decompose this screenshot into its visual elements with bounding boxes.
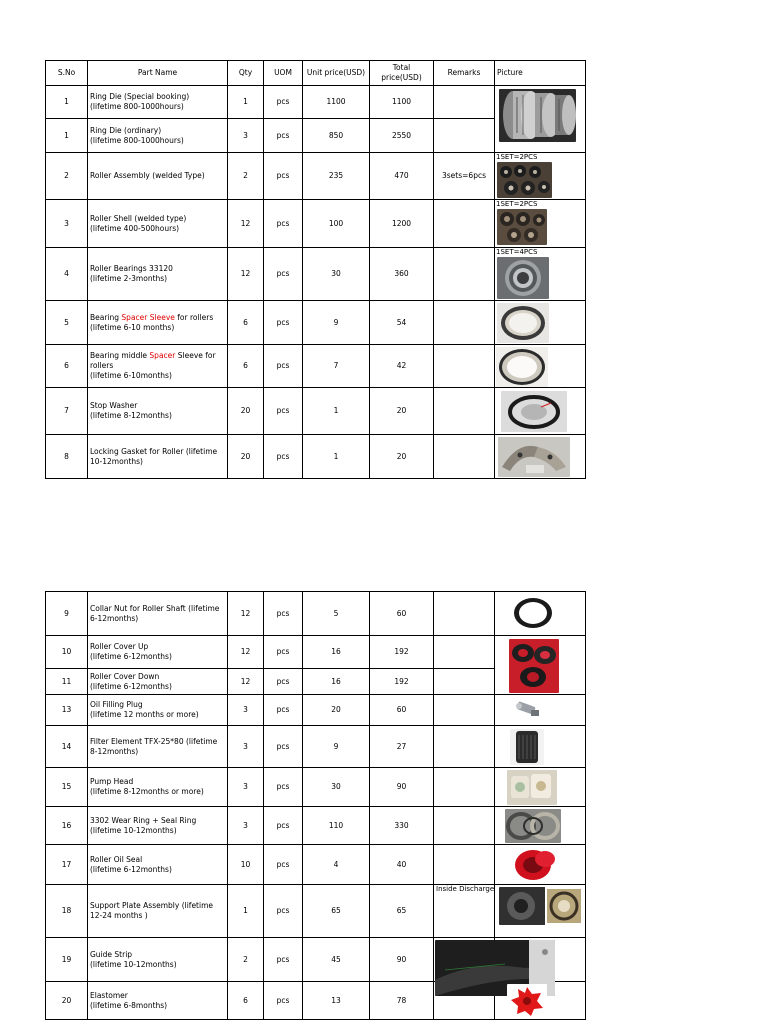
ring-die-photo: [499, 89, 576, 142]
cell-part-name: [88, 885, 228, 938]
cell-total-price: 20: [370, 388, 434, 435]
cell-total-price: 90: [370, 938, 434, 982]
cell-unit-price: 110: [303, 807, 370, 845]
cell-sno: 7: [46, 388, 88, 435]
locking-gasket-photo: [498, 437, 570, 477]
cell-unit-price: 13: [303, 982, 370, 1020]
cell-qty: 3: [228, 119, 264, 153]
cell-part-name: [88, 86, 228, 119]
cell-picture: [495, 982, 586, 1020]
cell-qty: 20: [228, 435, 264, 479]
cell-qty: 3: [228, 768, 264, 807]
cell-uom: pcs: [264, 726, 303, 768]
header-sno: S.No: [46, 61, 88, 86]
cell-unit-price: 16: [303, 636, 370, 669]
stop-washer-photo: [501, 391, 567, 432]
oil-seal-photo: [511, 847, 559, 883]
cell-total-price: 1200: [370, 200, 434, 248]
part-name-line1: Roller Cover Up: [90, 642, 149, 651]
cell-part-name: Roller Assembly (welded Type): [88, 153, 228, 200]
table-row: [46, 435, 586, 479]
parts-table-1: [45, 60, 586, 479]
cell-unit-price: 7: [303, 345, 370, 388]
spacer-sleeve-photo: [497, 303, 549, 343]
cell-part-name: [88, 938, 228, 982]
part-name-line1: Elastomer: [90, 990, 128, 1000]
cell-remarks: [434, 388, 495, 435]
cell-picture: [495, 200, 586, 248]
cell-sno: 15: [46, 768, 88, 807]
roller-shell-photo: [497, 209, 547, 245]
part-name-highlight: Spacer: [149, 351, 176, 360]
cell-sno: 2: [46, 153, 88, 200]
cell-qty: 1: [228, 86, 264, 119]
cell-picture: [495, 636, 586, 695]
part-name-line1: Roller Cover Down: [90, 671, 160, 681]
cell-picture: [495, 435, 586, 479]
part-name-line1: Locking Gasket for Roller (lifetime: [90, 446, 218, 456]
table-row: [46, 982, 586, 1020]
picture-note: 1SET=2PCS: [496, 153, 538, 161]
part-name-line2: (lifetime 10-12months): [90, 959, 177, 969]
cell-unit-price: 100: [303, 200, 370, 248]
part-name-line2: 6-12months): [90, 613, 139, 623]
cell-unit-price: 45: [303, 938, 370, 982]
part-name-pre: Bearing middle: [90, 351, 150, 360]
cell-picture: [495, 345, 586, 388]
part-name-line1: Filter Element TFX-25*80 (lifetime: [90, 736, 218, 746]
cell-qty: 6: [228, 301, 264, 345]
cell-part-name: [88, 845, 228, 885]
roller-cover-photo: [509, 639, 559, 693]
cell-unit-price: 1100: [303, 86, 370, 119]
cell-unit-price: 235: [303, 153, 370, 200]
cell-remarks: [434, 345, 495, 388]
filter-element-photo: [510, 729, 544, 765]
cell-uom: pcs: [264, 301, 303, 345]
cell-qty: 10: [228, 845, 264, 885]
table-row: [46, 301, 586, 345]
part-name-line1: Pump Head: [90, 777, 134, 786]
part-name-line2: 8-12months): [90, 746, 139, 756]
part-name-line2: 10-12months): [90, 456, 143, 466]
table-row: [46, 86, 586, 119]
cell-uom: pcs: [264, 248, 303, 301]
cell-unit-price: 9: [303, 726, 370, 768]
cell-part-name: [88, 636, 228, 669]
part-name-line2: (lifetime 6-8months): [90, 1000, 168, 1010]
cell-part-name: [88, 435, 228, 479]
cell-sno: 13: [46, 695, 88, 726]
cell-uom: pcs: [264, 885, 303, 938]
part-name-highlight: Spacer Sleeve: [121, 312, 175, 322]
part-name-line2: (lifetime 6-12months): [90, 681, 172, 691]
cell-uom: pcs: [264, 200, 303, 248]
cell-picture: [495, 768, 586, 807]
header-total-price: Total price(USD): [370, 61, 434, 86]
cell-qty: 6: [228, 345, 264, 388]
table-row: [46, 885, 586, 938]
cell-total-price: 2550: [370, 119, 434, 153]
header-part-name: Part Name: [88, 61, 228, 86]
cell-total-price: 65: [370, 885, 434, 938]
cell-total-price: 330: [370, 807, 434, 845]
cell-unit-price: 20: [303, 695, 370, 726]
cell-picture: [495, 938, 586, 982]
cell-picture: [495, 388, 586, 435]
cell-picture: [495, 248, 586, 301]
cell-unit-price: 65: [303, 885, 370, 938]
collar-nut-photo: [511, 595, 555, 631]
cell-total-price: 60: [370, 695, 434, 726]
cell-qty: 3: [228, 726, 264, 768]
table-row: [46, 345, 586, 388]
cell-sno: 14: [46, 726, 88, 768]
cell-part-name: [88, 388, 228, 435]
header-unit-price: Unit price(USD): [303, 61, 370, 86]
cell-remarks: [434, 248, 495, 301]
picture-note: Inside Discharge: [436, 885, 495, 893]
part-name-line2: (lifetime 6-12months): [90, 652, 172, 661]
table-row: [46, 636, 586, 669]
cell-qty: 12: [228, 669, 264, 695]
table-row: [46, 938, 586, 982]
cell-uom: pcs: [264, 636, 303, 669]
table-row: [46, 807, 586, 845]
part-name-line2: (lifetime 6-10 months): [90, 322, 175, 332]
cell-uom: pcs: [264, 153, 303, 200]
part-name-post: Sleeve for rollers: [90, 351, 216, 370]
cell-part-name: [88, 345, 228, 388]
cell-sno: 4: [46, 248, 88, 301]
cell-remarks: [434, 435, 495, 479]
cell-remarks: [434, 695, 495, 726]
cell-unit-price: 1: [303, 388, 370, 435]
cell-picture: [495, 726, 586, 768]
cell-unit-price: 30: [303, 248, 370, 301]
cell-unit-price: 1: [303, 435, 370, 479]
part-name-line1: Guide Strip: [90, 949, 133, 959]
cell-unit-price: 16: [303, 669, 370, 695]
header-qty: Qty: [228, 61, 264, 86]
cell-sno: 5: [46, 301, 88, 345]
cell-total-price: 90: [370, 768, 434, 807]
cell-part-name: [88, 768, 228, 807]
pump-head-photo: [507, 770, 557, 805]
cell-remarks: [434, 726, 495, 768]
picture-note: 1SET=4PCS: [496, 248, 538, 256]
cell-sno: 9: [46, 592, 88, 636]
cell-qty: 3: [228, 695, 264, 726]
cell-sno: 10: [46, 636, 88, 669]
cell-part-name: [88, 248, 228, 301]
cell-picture: [495, 301, 586, 345]
cell-picture: [495, 592, 586, 636]
cell-part-name: [88, 807, 228, 845]
cell-qty: 12: [228, 592, 264, 636]
cell-uom: pcs: [264, 982, 303, 1020]
cell-sno: 19: [46, 938, 88, 982]
cell-part-name: [88, 982, 228, 1020]
cell-remarks: [434, 119, 495, 153]
table-row: [46, 695, 586, 726]
cell-sno: 1: [46, 119, 88, 153]
cell-part-name: [88, 695, 228, 726]
cell-unit-price: 4: [303, 845, 370, 885]
cell-sno: 1: [46, 86, 88, 119]
roller-bearing-photo: [497, 257, 549, 299]
part-name-line1: 3302 Wear Ring + Seal Ring: [90, 815, 197, 825]
part-name-post: for rollers: [174, 312, 214, 322]
cell-total-price: 54: [370, 301, 434, 345]
part-name-line1: Roller Bearings 33120: [90, 264, 173, 273]
part-name-pre: Bearing: [90, 312, 122, 322]
header-remarks: Remarks: [434, 61, 495, 86]
table-row: [46, 726, 586, 768]
cell-total-price: 1100: [370, 86, 434, 119]
cell-uom: pcs: [264, 388, 303, 435]
part-name-line1: Collar Nut for Roller Shaft (lifetime: [90, 603, 220, 613]
cell-remarks: [434, 636, 495, 669]
cell-picture: [495, 845, 586, 885]
cell-uom: pcs: [264, 435, 303, 479]
header-picture: Picture: [495, 61, 586, 86]
cell-uom: pcs: [264, 845, 303, 885]
cell-sno: 16: [46, 807, 88, 845]
cell-qty: 12: [228, 248, 264, 301]
cell-part-name: [88, 119, 228, 153]
table-row: [46, 592, 586, 636]
cell-remarks: [434, 885, 495, 938]
header-row: [46, 61, 586, 86]
cell-uom: pcs: [264, 938, 303, 982]
cell-sno: 3: [46, 200, 88, 248]
part-name-line2: (lifetime 400-500hours): [90, 223, 180, 233]
cell-total-price: 20: [370, 435, 434, 479]
picture-note: 1SET=2PCS: [496, 200, 538, 208]
cell-part-name: [88, 200, 228, 248]
part-name-line2: (lifetime 6-10months): [90, 371, 172, 380]
cell-qty: 6: [228, 982, 264, 1020]
part-name-line1: Oil Filling Plug: [90, 700, 143, 709]
cell-total-price: 192: [370, 669, 434, 695]
cell-qty: 3: [228, 807, 264, 845]
cell-part-name: [88, 726, 228, 768]
cell-uom: pcs: [264, 807, 303, 845]
cell-remarks: [434, 807, 495, 845]
cell-sno: 20: [46, 982, 88, 1020]
cell-part-name: [88, 592, 228, 636]
part-name-line2: (lifetime 12 months or more): [90, 710, 199, 719]
cell-qty: 20: [228, 388, 264, 435]
table-row: [46, 153, 586, 200]
cell-remarks: [434, 669, 495, 695]
cell-unit-price: 850: [303, 119, 370, 153]
part-name-line2: (lifetime 10-12months): [90, 825, 177, 835]
part-name-line2: (lifetime 8-12months): [90, 411, 172, 420]
cell-qty: 2: [228, 938, 264, 982]
oil-plug-photo: [511, 700, 543, 720]
cell-unit-price: 30: [303, 768, 370, 807]
cell-sno: 6: [46, 345, 88, 388]
cell-remarks: [434, 768, 495, 807]
cell-sno: 8: [46, 435, 88, 479]
cell-total-price: 470: [370, 153, 434, 200]
middle-spacer-photo: [496, 347, 548, 387]
table-row: [46, 200, 586, 248]
part-name-line2: (lifetime 8-12months or more): [90, 787, 204, 796]
cell-uom: pcs: [264, 695, 303, 726]
cell-total-price: 192: [370, 636, 434, 669]
cell-remarks: [434, 938, 495, 982]
cell-uom: pcs: [264, 86, 303, 119]
cell-total-price: 78: [370, 982, 434, 1020]
cell-sno: 17: [46, 845, 88, 885]
cell-picture: [495, 86, 586, 153]
part-name-line1: Support Plate Assembly (lifetime: [90, 901, 213, 910]
cell-remarks: [434, 845, 495, 885]
roller-assembly-photo: [497, 162, 552, 198]
part-name-line2: 12-24 months ): [90, 911, 148, 920]
part-name-line2: (lifetime 2-3months): [90, 274, 168, 283]
part-name-line1: Stop Washer: [90, 401, 138, 410]
cell-uom: pcs: [264, 669, 303, 695]
cell-part-name: [88, 669, 228, 695]
cell-uom: pcs: [264, 119, 303, 153]
table-row: [46, 845, 586, 885]
part-name-line2: (lifetime 6-12months): [90, 864, 172, 874]
cell-picture: [495, 807, 586, 845]
elastomer-photo: [507, 984, 547, 1017]
cell-unit-price: 9: [303, 301, 370, 345]
part-name-line1: Roller Oil Seal: [90, 854, 143, 864]
cell-qty: 1: [228, 885, 264, 938]
part-name-line1: Ring Die (Special booking): [90, 92, 190, 101]
cell-qty: 2: [228, 153, 264, 200]
part-name-line2: (lifetime 800-1000hours): [90, 102, 184, 111]
cell-remarks: [434, 86, 495, 119]
cell-total-price: 60: [370, 592, 434, 636]
cell-total-price: 40: [370, 845, 434, 885]
cell-qty: 12: [228, 200, 264, 248]
cell-picture: [495, 153, 586, 200]
cell-total-price: 360: [370, 248, 434, 301]
cell-picture: [495, 885, 586, 938]
part-name-line1: Ring Die (ordinary): [90, 125, 162, 135]
cell-remarks: [434, 592, 495, 636]
cell-sno: 11: [46, 669, 88, 695]
cell-total-price: 27: [370, 726, 434, 768]
table-row: [46, 768, 586, 807]
cell-uom: pcs: [264, 345, 303, 388]
header-uom: UOM: [264, 61, 303, 86]
cell-sno: 18: [46, 885, 88, 938]
support-plate-photo: [499, 887, 583, 925]
part-name-line2: (lifetime 800-1000hours): [90, 135, 184, 145]
cell-remarks: [434, 301, 495, 345]
wear-ring-photo: [505, 809, 561, 843]
cell-part-name: [88, 301, 228, 345]
parts-table-2: [45, 591, 586, 1020]
cell-uom: pcs: [264, 768, 303, 807]
cell-total-price: 42: [370, 345, 434, 388]
part-name-line1: Roller Shell (welded type): [90, 213, 187, 223]
cell-unit-price: 5: [303, 592, 370, 636]
table-row: [46, 248, 586, 301]
cell-qty: 12: [228, 636, 264, 669]
cell-uom: pcs: [264, 592, 303, 636]
cell-remarks: [434, 200, 495, 248]
table-row: [46, 388, 586, 435]
cell-remarks: 3sets=6pcs: [434, 153, 495, 200]
cell-picture: [495, 695, 586, 726]
